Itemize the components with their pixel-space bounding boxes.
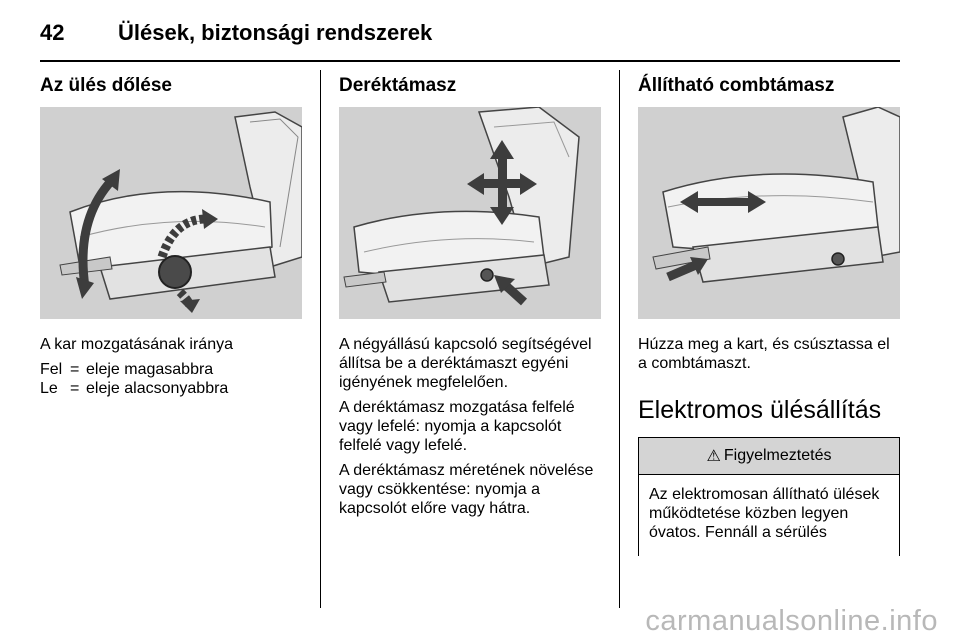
section-heading-thigh-support: Állítható combtámasz: [638, 75, 835, 96]
paragraph: A deréktámasz méretének növelése vagy csökkentése: nyomja a kapcsolót előre vagy hátra.: [339, 462, 594, 517]
column-divider-2: [619, 70, 620, 608]
section-heading-lumbar-support: Deréktámasz: [339, 75, 457, 96]
paragraph: A négyállású kapcsoló segítségével állítsa be a deréktámaszt egyéni igényének megfelelően.: [339, 336, 592, 391]
legend-equals: =: [70, 380, 80, 397]
warning-box: [638, 437, 900, 556]
column-thigh-support: [638, 74, 900, 556]
warning-text: Az elektromosan állítható ülések működtetése közben legyen óvatos. Fennáll a sérülés: [649, 486, 880, 541]
section-heading-electric-seat: Elektromos ülésállítás: [638, 396, 882, 424]
warning-title: Figyelmeztetés: [723, 447, 832, 464]
seat-tilt-illustration: [40, 107, 302, 319]
legend-equals: =: [70, 361, 80, 378]
column-lumbar-support: [339, 74, 601, 524]
legend-key: Fel: [40, 361, 63, 378]
paragraph: A deréktámasz mozgatása felfelé vagy lefelé: nyomja a kapcsolót felfelé vagy lefelé.: [339, 399, 575, 454]
thigh-support-illustration: [638, 107, 900, 319]
watermark: carmanualsonline.info: [645, 605, 938, 637]
legend-row: [40, 360, 302, 379]
direction-legend: [40, 360, 302, 398]
lumbar-support-illustration: [339, 107, 601, 319]
warning-header: [639, 438, 899, 475]
section-heading-seat-tilt: Az ülés dőlése: [40, 75, 172, 96]
page-number: 42: [40, 20, 65, 45]
figure-caption: A kar mozgatásának iránya: [40, 336, 233, 353]
figure-caption: Húzza meg a kart, és csúsztassa el a combtámaszt.: [638, 336, 890, 372]
warning-triangle-icon: ⚠: [706, 448, 721, 465]
column-seat-tilt: [40, 74, 302, 398]
column-divider-1: [320, 70, 321, 608]
legend-value: eleje alacsonyabbra: [86, 380, 229, 397]
header-rule: [40, 60, 900, 62]
chapter-title: Ülések, biztonsági rendszerek: [118, 20, 433, 45]
legend-value: eleje magasabbra: [86, 361, 214, 378]
legend-row: [40, 379, 302, 398]
legend-key: Le: [40, 380, 58, 397]
